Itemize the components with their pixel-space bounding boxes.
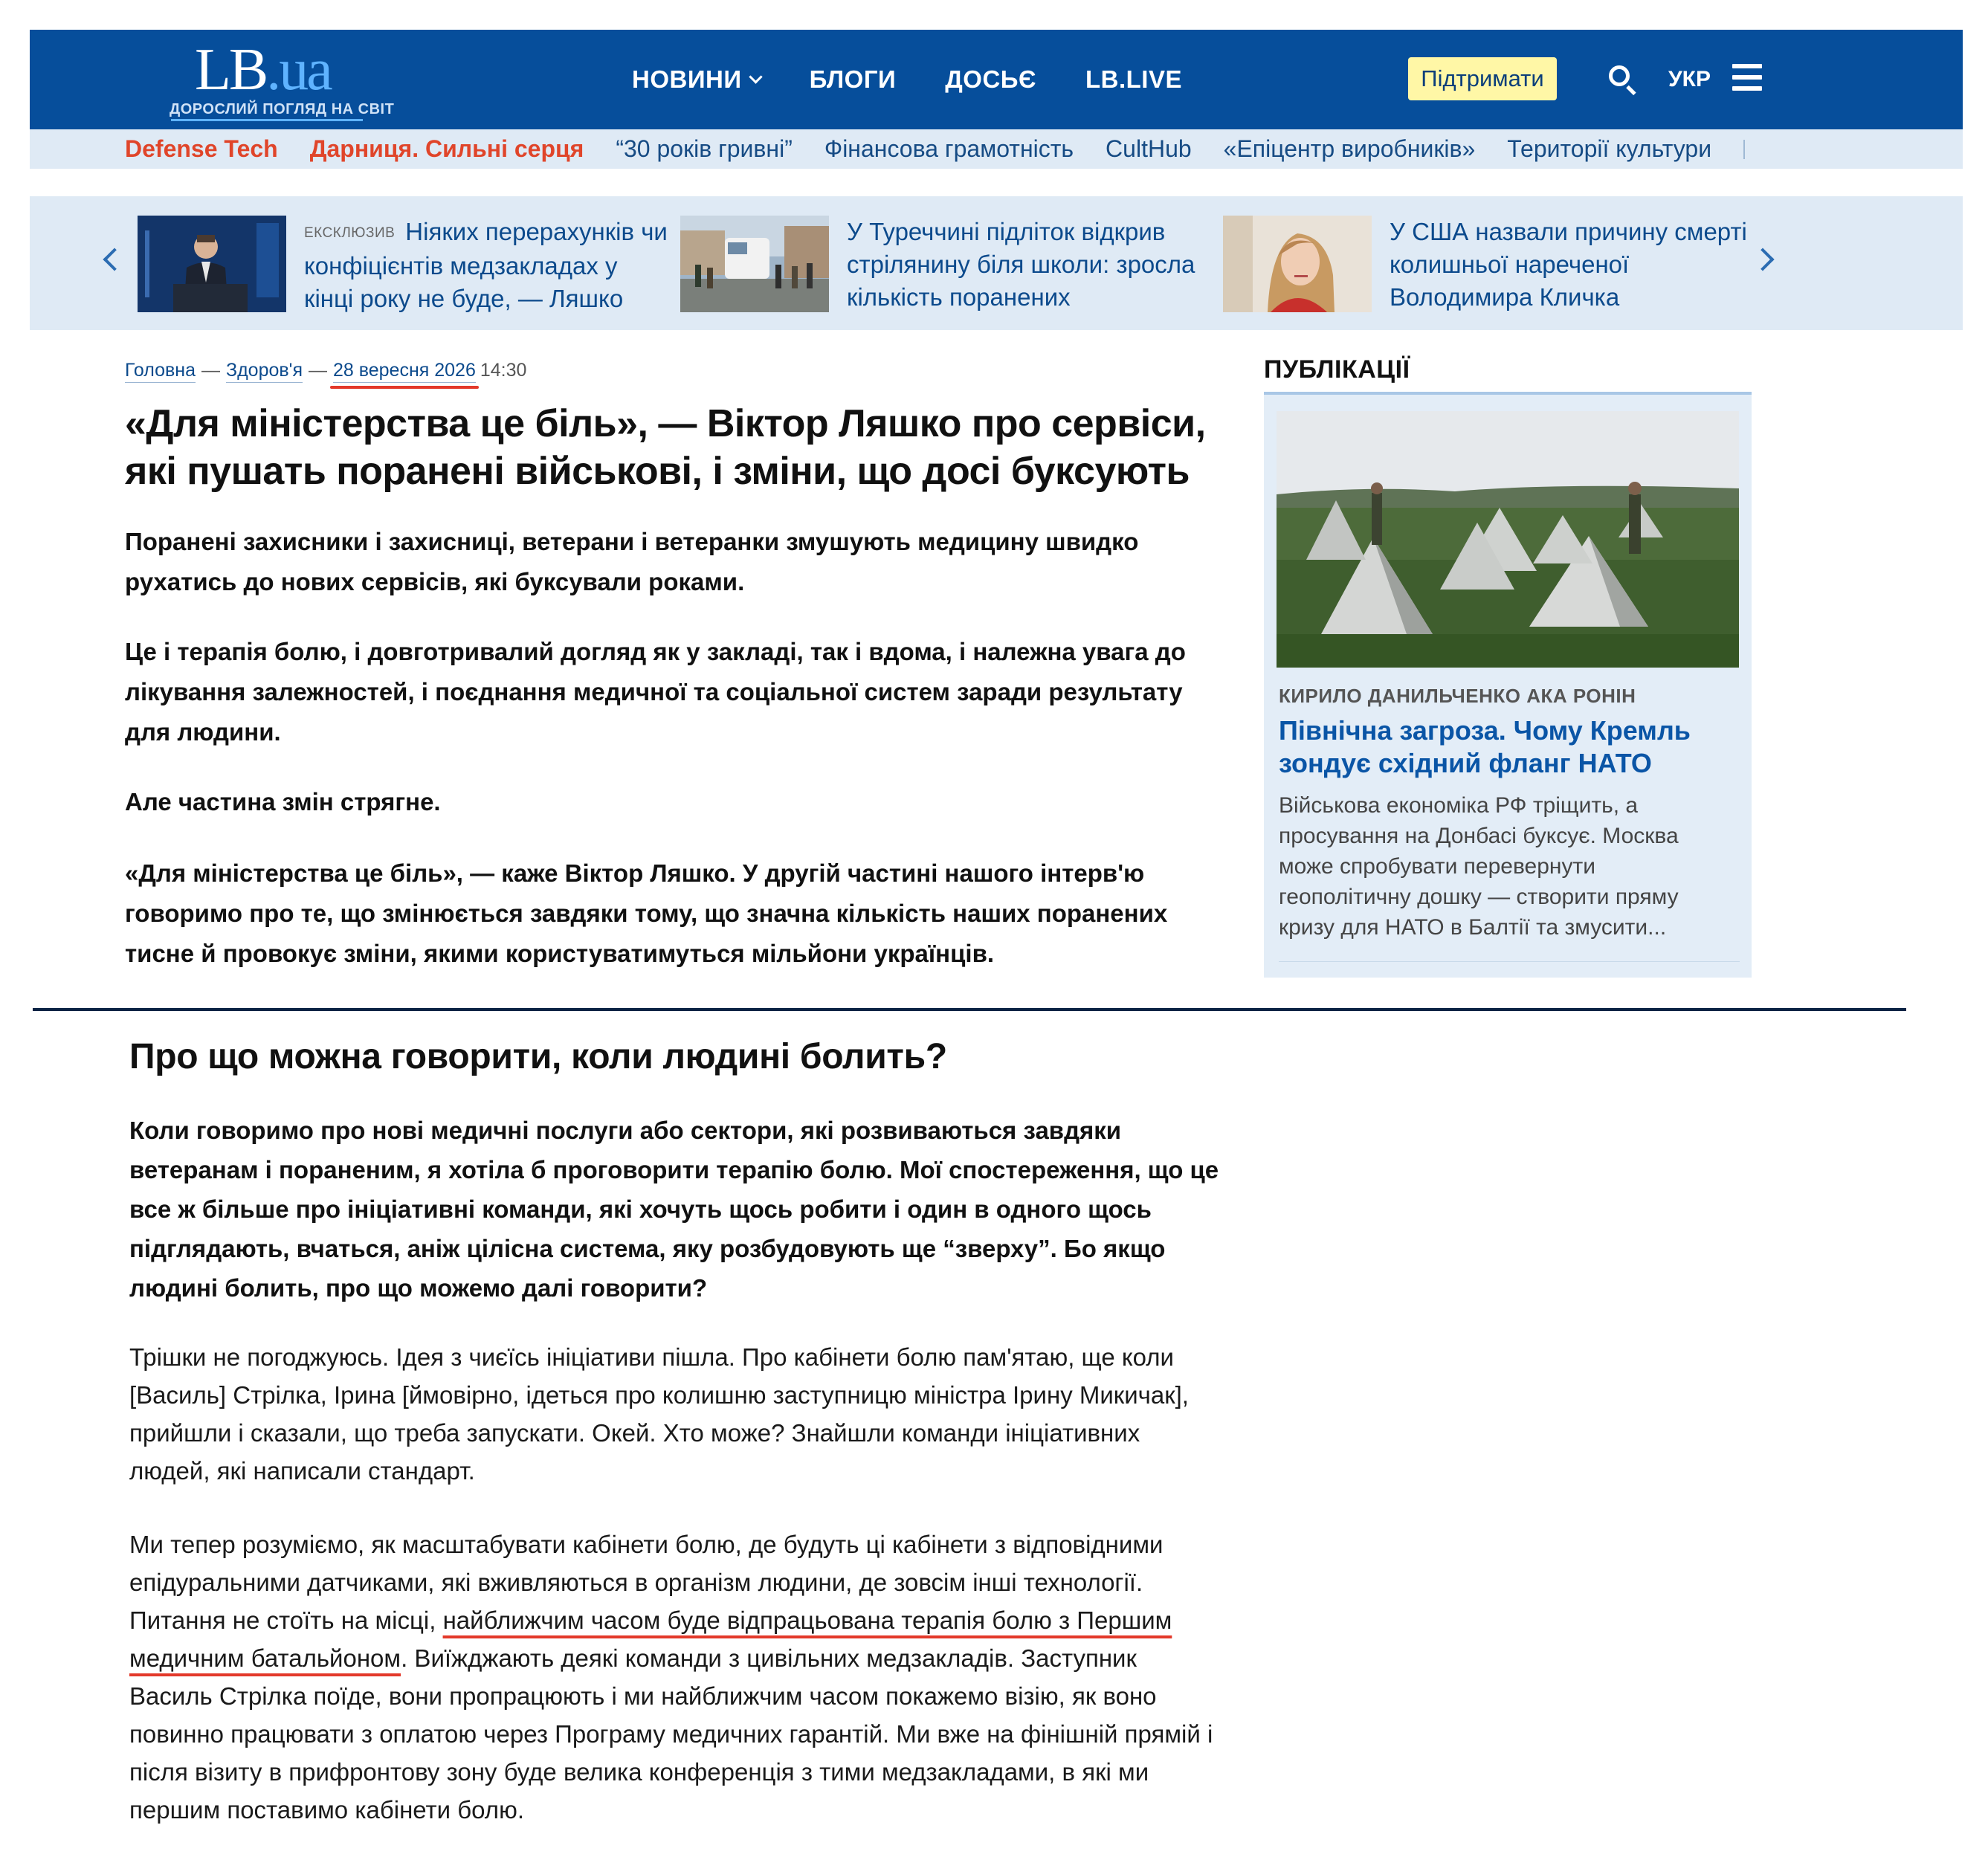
article-lead-paragraph: Поранені захисники і захисниці, ветерани і ветеранки змушують медицину швидко рухатись до нових сервісів, які буксували роками.	[125, 528, 1139, 595]
hamburger-menu-icon[interactable]	[1732, 64, 1762, 91]
breadcrumb-home[interactable]: Головна	[125, 360, 196, 383]
answer-text: . Виїжджають деякі команди з цивільних медзакладів. Заступник Василь Стрілка поїде, вони пропрацюють і ми найближчим часом покажемо візію, як воно повинно працювати з оплатою через Програму медичних гарантій. Ми вже на фінішній прямій і після візиту в прифронтову зону буде велика конференція з тими медзакладами, в які ми першим поставимо кабінети болю.	[129, 1644, 1213, 1824]
section-divider	[33, 1008, 1906, 1011]
sidebar-heading[interactable]: ПУБЛІКАЦІЇ	[1264, 355, 1410, 384]
article-lead-paragraph: «Для міністерства це біль», — каже Віктор Ляшко. У другій частині нашого інтерв'ю говоримо про те, що змінюється завдяки тому, що значна кількість наших поранених тисне й провокує зміни, якими користуватимуться мільйони українців.	[125, 859, 1168, 967]
special-projects-nav	[30, 129, 1963, 169]
chevron-left-icon[interactable]	[103, 248, 126, 271]
chevron-down-icon	[749, 70, 762, 83]
exclusive-badge: ЕКСКЛЮЗИВ	[304, 225, 396, 241]
subnav-item-defense-tech[interactable]: Defense Tech	[125, 135, 278, 162]
publication-image[interactable]	[1277, 411, 1739, 668]
chevron-right-icon[interactable]	[1751, 248, 1774, 271]
site-header	[30, 30, 1963, 129]
breadcrumb-separator: —	[308, 360, 327, 381]
subnav-item-culture-territories[interactable]: Території культури	[1507, 135, 1712, 162]
teaser-thumbnail	[1223, 216, 1372, 312]
publication-date[interactable]: 28 вересня 2026	[333, 360, 476, 383]
publication-author[interactable]: КИРИЛО ДАНИЛЬЧЕНКО АКА РОНІН	[1279, 685, 1636, 707]
teaser-thumbnail	[680, 216, 829, 312]
publication-time: 14:30	[480, 360, 527, 381]
interview-answer: Трішки не погоджуюсь. Ідея з чиєїсь ініціативи пішла. Про кабінети болю пам'ятаю, ще коли [Василь] Стрілка, Ірина [ймовірно, ідеться про колишню заступницю міністра Ірину Микичак], прийшли і сказали, що треба запускати. Окей. Хто може? Знайшли команди ініціативних людей, які написали стандарт.	[129, 1343, 1189, 1485]
article-subheading: Про що можна говорити, коли людині болить?	[129, 1037, 947, 1076]
search-icon[interactable]	[1606, 62, 1639, 95]
teaser-thumbnail	[138, 216, 286, 312]
news-teaser-carousel	[30, 196, 1963, 330]
breadcrumb	[125, 360, 526, 381]
logo-underline	[171, 119, 363, 121]
nav-dossier[interactable]: ДОСЬЄ	[945, 65, 1036, 93]
teaser-title[interactable]: У Туреччині підліток відкрив стрілянину біля школи: зросла кількість поранених	[847, 218, 1195, 311]
support-button[interactable]: Підтримати	[1408, 57, 1557, 100]
nav-lb-live[interactable]: LB.LIVE	[1085, 65, 1182, 93]
publication-title[interactable]: Північна загроза. Чому Кремль зондує східний фланг НАТО	[1279, 715, 1691, 778]
language-switch[interactable]: УКР	[1668, 67, 1711, 91]
nav-blogs[interactable]: БЛОГИ	[809, 65, 897, 93]
subnav-item-darnytsia[interactable]: Дарниця. Сильні серця	[309, 135, 584, 162]
subnav-item-epicentr[interactable]: «Епіцентр виробників»	[1223, 135, 1476, 162]
breadcrumb-separator: —	[201, 360, 220, 381]
answer-text: Ми тепер розуміємо, як масштабувати кабінети болю, де будуть ці кабінети з відповідними епідуральними датчиками, які вживляються в організм людини, де зовсім інші технології. Питання не стоїть на місці,	[129, 1531, 1164, 1634]
subnav-divider	[1743, 140, 1745, 159]
interview-answer	[129, 1525, 1215, 1829]
publication-card[interactable]	[1264, 392, 1752, 978]
article-lead-paragraph: Це і терапія болю, і довготривалий догляд як у закладі, так і вдома, і належна увага до лікування залежностей, і поєднання медичної та соціальної систем заради результату для людини.	[125, 638, 1186, 746]
main-nav	[632, 30, 1231, 129]
teaser-title[interactable]: У США назвали причину смерті колишньої нареченої Володимира Кличка	[1390, 218, 1747, 311]
highlighted-quote: найближчим часом буде відпрацьована терапія болю з Першим медичним батальйоном	[129, 1606, 1172, 1672]
logo-tagline: ДОРОСЛИЙ ПОГЛЯД НА СВІТ	[170, 101, 395, 117]
card-divider	[1279, 961, 1740, 962]
breadcrumb-section[interactable]: Здоров'я	[226, 360, 303, 383]
subnav-item-culthub[interactable]: CultHub	[1106, 135, 1192, 162]
site-logo[interactable]	[141, 37, 395, 122]
article-title: «Для міністерства це біль», — Віктор Ляшко про сервіси, які пушать поранені військові, і зміни, що досі буксують	[125, 402, 1206, 493]
interview-question: Коли говоримо про нові медичні послуги або сектори, які розвиваються завдяки ветеранам і пораненим, я хотіла б проговорити терапію болю. Мої спостереження, що це все ж більше про ініціативні команди, які хочуть щось робити і один в одного щось підглядають, вчаться, аніж цілісна система, яку розбудовують ще “зверху”. Бо якщо людині болить, про що можемо далі говорити?	[129, 1117, 1219, 1302]
teaser-title[interactable]: Ніяких перерахунків чи конфіцієнтів медзакладах у кінці року не буде, — Ляшко	[304, 218, 668, 312]
nav-news[interactable]: НОВИНИ	[632, 65, 761, 94]
article-lead-paragraph: Але частина змін стрягне.	[125, 788, 441, 816]
subnav-item-financial-literacy[interactable]: Фінансова грамотність	[824, 135, 1074, 162]
logo-mark: LB.ua	[195, 37, 331, 103]
subnav-item-30-years-hryvnia[interactable]: “30 років гривні”	[616, 135, 793, 162]
publication-description: Військова економіка РФ тріщить, а просування на Донбасі буксує. Москва може спробувати перевернути геополітичну дошку — створити пряму кризу для НАТО в Балтії та змусити...	[1279, 793, 1679, 940]
